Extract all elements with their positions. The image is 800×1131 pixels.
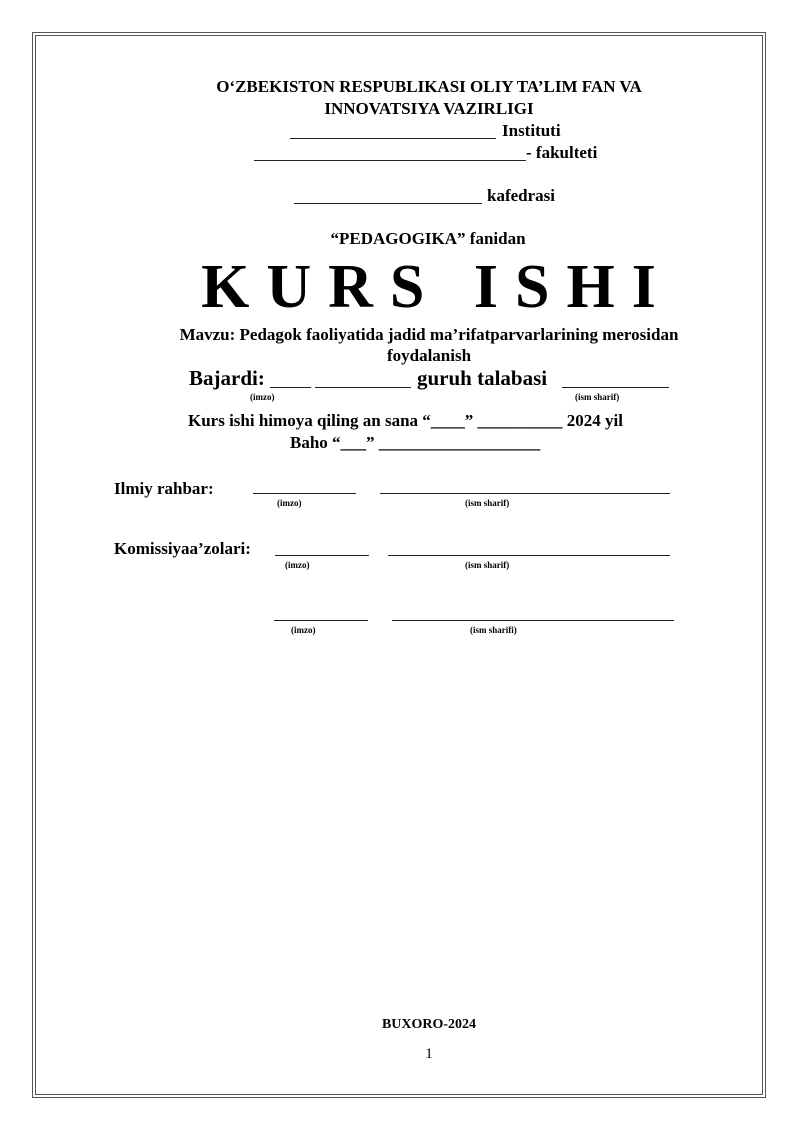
commission-2-signature-blank[interactable] [274, 620, 368, 621]
student-signature-blank[interactable] [270, 387, 311, 388]
grade-line: Baho “___” ___________________ [290, 433, 541, 452]
commission-2-signature-caption: (imzo) [291, 625, 316, 635]
supervisor-name-blank[interactable] [380, 493, 670, 494]
commission-1-name-caption: (ism sharif) [465, 560, 510, 570]
supervisor-name-caption: (ism sharif) [465, 498, 510, 508]
defense-date-line: Kurs ishi himoya qiling an sana “____” __________ 2024 yil [188, 411, 623, 430]
page-number: 1 [425, 1046, 433, 1062]
topic-line-2: foydalanish [386, 346, 472, 365]
student-name-blank[interactable] [562, 387, 669, 388]
commission-label: Komissiyaa’zolari: [114, 539, 251, 558]
subject-line: “PEDAGOGIKA” fanidan [330, 229, 526, 248]
department-blank[interactable] [294, 203, 482, 204]
faculty-blank[interactable] [254, 160, 526, 161]
supervisor-signature-caption: (imzo) [277, 498, 302, 508]
page-border-inner [35, 35, 763, 1095]
page-title: KURS ISHI [201, 253, 673, 321]
ministry-line-1: O‘ZBEKISTON RESPUBLIKASI OLIY TA’LIM FAN VA [216, 77, 642, 96]
commission-2-name-caption: (ism sharifi) [470, 625, 517, 635]
city-year: BUXORO-2024 [381, 1017, 477, 1032]
institute-label: Instituti [502, 121, 561, 140]
commission-2-name-blank[interactable] [392, 620, 674, 621]
student-name-caption: (ism sharif) [575, 392, 620, 402]
supervisor-label: Ilmiy rahbar: [114, 479, 214, 498]
group-blank[interactable] [315, 387, 411, 388]
group-label: guruh talabasi [417, 366, 548, 390]
commission-1-name-blank[interactable] [388, 555, 670, 556]
student-signature-caption: (imzo) [250, 392, 275, 402]
commission-1-signature-blank[interactable] [275, 555, 369, 556]
ministry-line-2: INNOVATSIYA VAZIRLIGI [324, 99, 534, 118]
supervisor-signature-blank[interactable] [253, 493, 356, 494]
institute-blank[interactable] [290, 138, 496, 139]
department-label: kafedrasi [487, 186, 555, 205]
faculty-label: - fakulteti [526, 143, 598, 162]
student-label: Bajardi: [189, 366, 265, 390]
commission-1-signature-caption: (imzo) [285, 560, 310, 570]
topic-line-1: Mavzu: Pedagok faoliyatida jadid ma’rifatparvarlarining merosidan [179, 325, 679, 344]
